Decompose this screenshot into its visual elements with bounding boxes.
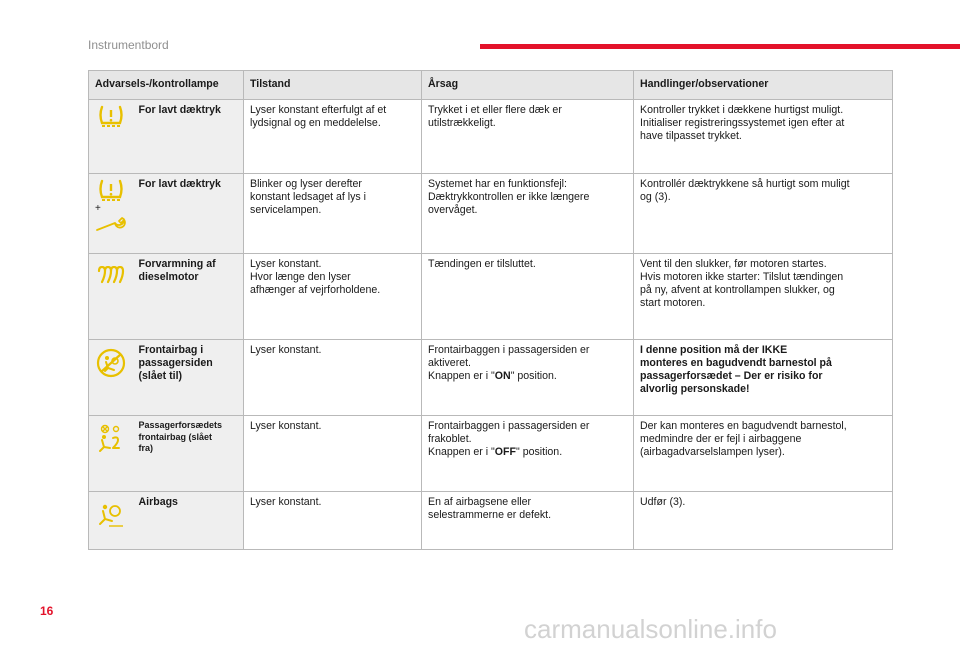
tyre-pressure-warning-plus-service-icon <box>89 174 133 254</box>
table-row <box>89 416 893 492</box>
row-action: Kontrollér dæktrykkene så hurtigt som muligt og (3). <box>634 174 893 254</box>
row-state: Lyser konstant. Hvor længe den lyser afhænger af vejrforholdene. <box>244 254 422 340</box>
table-row <box>89 340 893 416</box>
row-name: Passagerforsædets frontairbag (slået fra) <box>133 416 244 492</box>
row-state: Blinker og lyser derefter konstant ledsaget af lys i servicelampen. <box>244 174 422 254</box>
airbag-fault-icon <box>89 492 133 550</box>
table-row <box>89 492 893 550</box>
row-state: Lyser konstant efterfulgt af et lydsignal og en meddelelse. <box>244 100 422 174</box>
row-cause: Tændingen er tilsluttet. <box>422 254 634 340</box>
row-state: Lyser konstant. <box>244 492 422 550</box>
off-label: OFF <box>494 446 516 458</box>
row-action: Vent til den slukker, før motoren startes. Hvis motoren ikke starter: Tilslut tændingen på ny, afvent at kontrollampen slukker, og start motoren. <box>634 254 893 340</box>
row-name: Frontairbag i passagersiden (slået til) <box>133 340 244 416</box>
row-action: I denne position må der IKKE monteres en bagudvendt barnestol på passagerforsædet – Der er risiko for alvorlig personskade! <box>634 340 893 416</box>
row-cause: En af airbagsene eller selestrammerne er defekt. <box>422 492 634 550</box>
section-title: Instrumentbord <box>88 38 169 52</box>
passenger-airbag-off-icon <box>89 416 133 492</box>
header-accent-bar <box>480 44 960 49</box>
wrench-icon <box>95 215 129 233</box>
plus-sign: + <box>95 203 101 214</box>
warning-lights-table <box>88 70 893 550</box>
header-warning-light: Advarsels-/kontrollampe <box>89 71 244 100</box>
table-row <box>89 100 893 174</box>
row-name: Forvarmning af dieselmotor <box>133 254 244 340</box>
header-state: Tilstand <box>244 71 422 100</box>
watermark: carmanualsonline.info <box>524 614 777 644</box>
table-row <box>89 254 893 340</box>
header-cause: Årsag <box>422 71 634 100</box>
diesel-preheating-icon <box>89 254 133 340</box>
header-action: Handlinger/observationer <box>634 71 893 100</box>
table-row <box>89 174 893 254</box>
table-header-row <box>89 71 893 100</box>
row-name: For lavt dæktryk <box>133 174 244 254</box>
page-number: 16 <box>40 604 54 618</box>
tyre-pressure-warning-icon <box>89 100 133 174</box>
row-state: Lyser konstant. <box>244 416 422 492</box>
row-cause: Systemet har en funktionsfejl: Dæktrykkontrollen er ikke længere overvåget. <box>422 174 634 254</box>
row-cause: Frontairbaggen i passagersiden er frakoblet. Knappen er i "OFF" position. <box>422 416 634 492</box>
row-name: For lavt dæktryk <box>133 100 244 174</box>
row-cause: Frontairbaggen i passagersiden er aktiveret. Knappen er i "ON" position. <box>422 340 634 416</box>
row-name: Airbags <box>133 492 244 550</box>
row-cause: Trykket i et eller flere dæk er utilstrækkeligt. <box>422 100 634 174</box>
row-state: Lyser konstant. <box>244 340 422 416</box>
on-label: ON <box>494 370 511 382</box>
row-action: Kontroller trykket i dækkene hurtigst muligt. Initialiser registreringssystemet igen efter at have tilpasset trykket. <box>634 100 893 174</box>
front-airbag-on-icon <box>89 340 133 416</box>
row-action: Der kan monteres en bagudvendt barnestol, medmindre der er fejl i airbaggene (airbagadvarselslampen lyser). <box>634 416 893 492</box>
row-action: Udfør (3). <box>634 492 893 550</box>
